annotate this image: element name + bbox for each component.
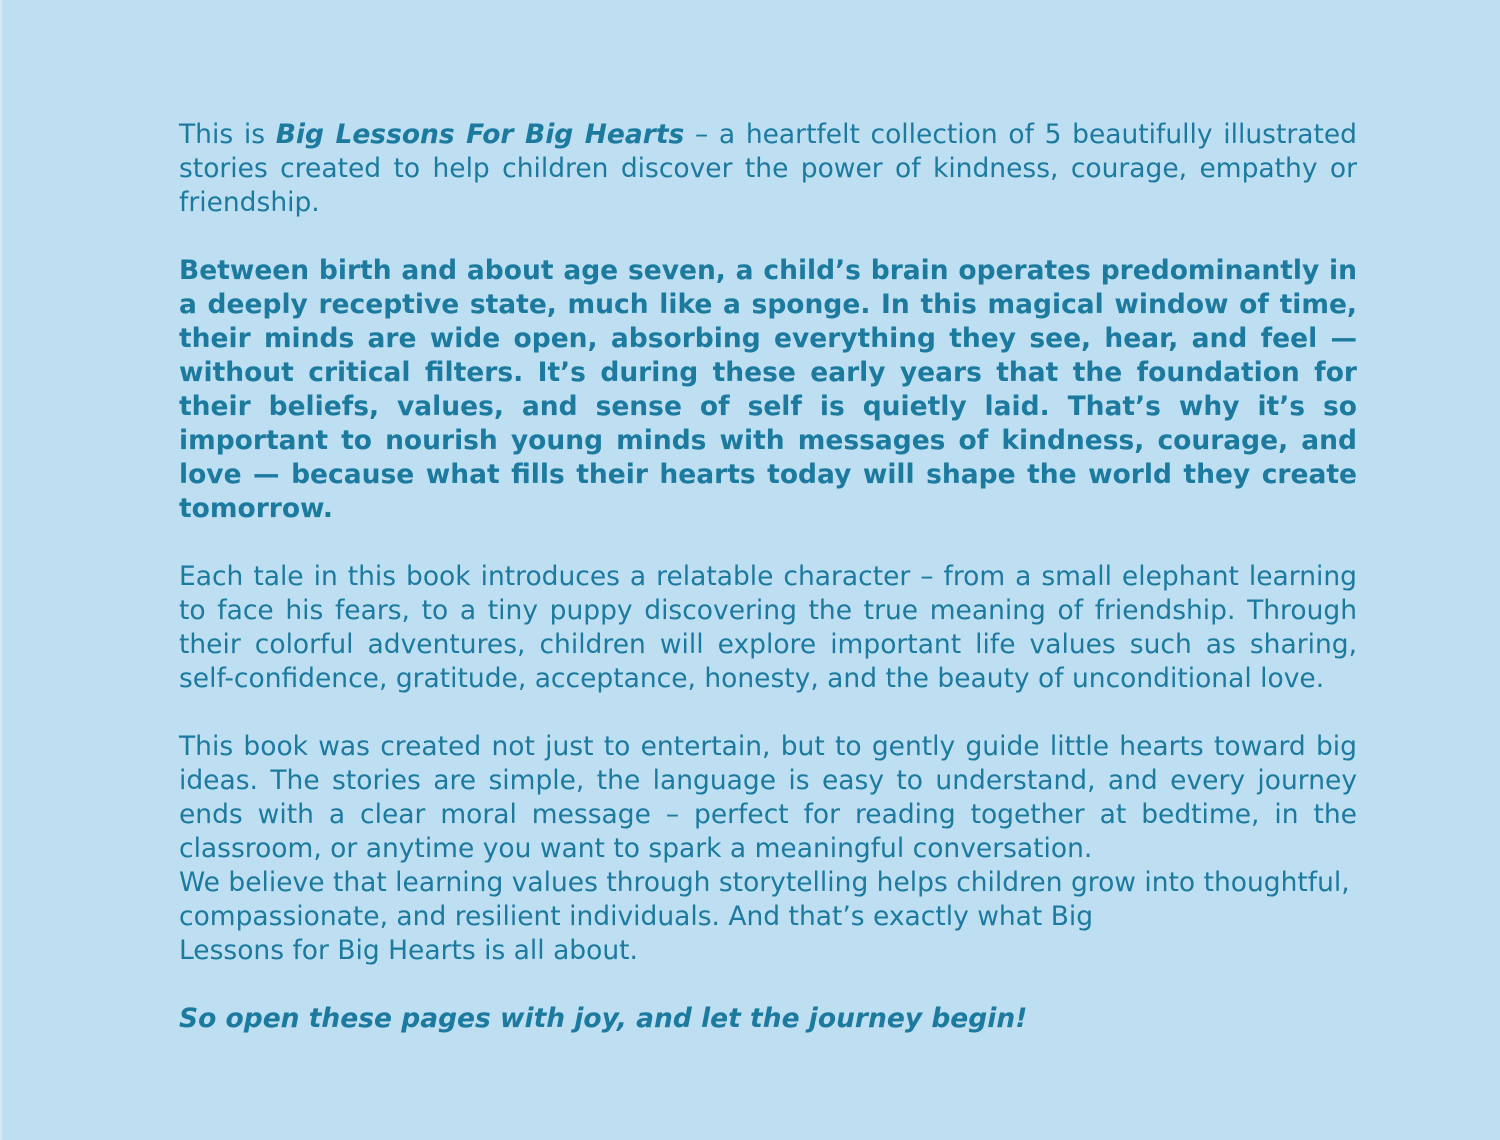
closing-line: So open these pages with joy, and let the journey begin! [179,1003,1028,1034]
intro-suffix: – a heartfelt collection of 5 beautifully illustrated stories created to help children discover the power of kindness, courage, empathy or friendship. [179,119,1357,218]
intro-paragraph [179,118,1357,220]
belief-line-1: We believe that learning values through storytelling helps children grow into thoughtful, compassionate, and resilient individuals. And that’s exactly what Big [179,867,1350,932]
book-title: Big Lessons For Big Hearts [275,119,685,150]
page-text [179,118,1357,1036]
intro-prefix: This is [179,119,276,150]
brain-development-paragraph: Between birth and about age seven, a child’s brain operates predominantly in a deeply receptive state, much like a sponge. In this magical window of time, their minds are wide open, absorbing everything they see, hear, and feel — without critical filters. It’s during these early years that the foundation for their beliefs, values, and sense of self is quietly laid. That’s why it’s so important to nourish young minds with messages of kindness, courage, and love — because what fills their hearts today will shape the world they create tomorrow. [179,255,1357,524]
belief-line-2: Lessons for Big Hearts is all about. [179,935,638,966]
belief-paragraph [179,866,1357,968]
tales-paragraph: Each tale in this book introduces a relatable character – from a small elephant learning to face his fears, to a tiny puppy discovering the true meaning of friendship. Through their colorful adventures, children will explore important life values such as sharing, self-confidence, gratitude, acceptance, honesty, and the beauty of unconditional love. [179,561,1357,694]
purpose-paragraph: This book was created not just to entertain, but to gently guide little hearts toward big ideas. The stories are simple, the language is easy to understand, and every journey ends with a clear moral message – perfect for reading together at bedtime, in the classroom, or anytime you want to spark a meaningful conversation. [179,731,1357,864]
